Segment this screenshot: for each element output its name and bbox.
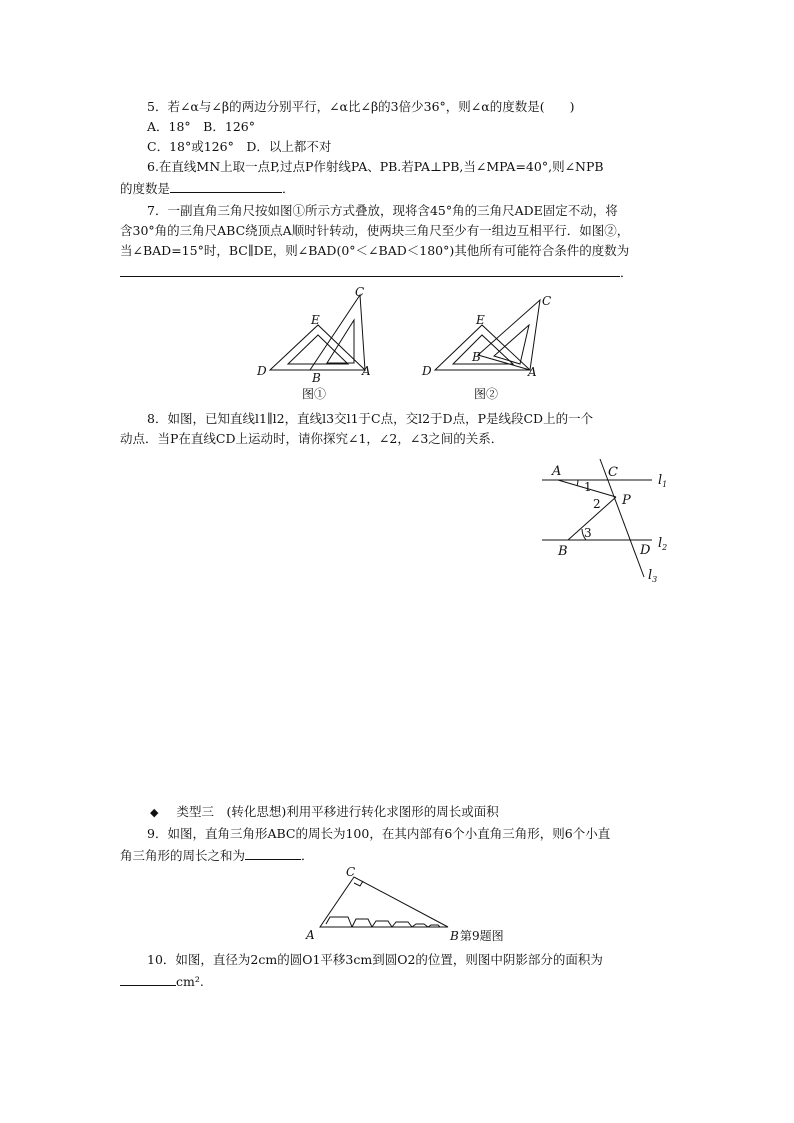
fig1-caption: 图① (302, 387, 327, 401)
fig2-label-d: D (422, 364, 432, 378)
section-3-header (150, 803, 710, 822)
q10-line2 (120, 973, 680, 991)
figure-2 (435, 300, 540, 370)
fig8-label-l2: $l_2$ (658, 536, 668, 552)
q10-line1: 10．如图，直径为2cm的圆O1平移3cm到圆O2的位置，则图中阴影部分的面积为 (147, 952, 603, 967)
section-title: 类型三 (转化思想)利用平移进行转化求图形的周长或面积 (176, 804, 499, 819)
q6-line2 (120, 180, 680, 198)
q7-line3: 当∠BAD=15°时，BC∥DE，则∠BAD(0°＜∠BAD＜180°)其他所有可能符合条件的度数为 (120, 243, 630, 258)
q6-prefix: 的度数是 (120, 181, 171, 196)
fig8-angle-2: 2 (593, 497, 601, 511)
fig2-label-e: E (476, 313, 485, 327)
fig2-label-c: C (542, 294, 552, 308)
section-bullet: ◆ (150, 806, 159, 819)
triangle-abc (320, 877, 448, 927)
fig8-angle-3: 3 (584, 526, 592, 540)
fig8-label-l3: $l_3$ (648, 568, 658, 584)
q7-line4 (120, 264, 680, 282)
fig1-label-c: C (355, 285, 365, 299)
q6-answer-blank[interactable] (170, 180, 282, 193)
q6-line1: 6.在直线MN上取一点P,过点P作射线PA、PB.若PA⊥PB,当∠MPA=40°,则∠NPB (147, 159, 604, 174)
q7-figure (250, 285, 570, 405)
fig9-label-c: C (346, 865, 356, 879)
q9-line1: 9．如图，直角三角形ABC的周长为100，在其内部有6个小直角三角形，则6个小直 (147, 826, 611, 841)
q9-prefix: 角三角形的周长之和为 (120, 848, 246, 863)
fig1-label-a: A (362, 364, 371, 378)
fig1-label-b: B (312, 371, 321, 385)
q9-answer-blank[interactable] (245, 847, 301, 860)
q7-suffix: ． (620, 265, 633, 280)
fig1-label-e: E (311, 313, 320, 327)
line-l3 (600, 459, 644, 577)
fig2-caption: 图② (474, 387, 499, 401)
q8-line1: 8．如图，已知直线l1∥l2，直线l3交l1于C点，交l2于D点，P是线段CD上的一个 (147, 411, 594, 426)
fig2-label-a: A (528, 365, 537, 379)
segment-bp (568, 497, 616, 540)
q5-options-cd: C．18°或126° D．以上都不对 (147, 139, 332, 154)
q9-suffix: ． (301, 848, 314, 863)
fig8-label-l1: $l_1$ (658, 473, 668, 489)
fig8-label-p: P (622, 493, 631, 508)
figure-1 (270, 295, 365, 370)
fig9-caption: 第9题图 (460, 929, 504, 943)
q8-line2: 动点．当P在直线CD上运动时，请你探究∠1，∠2，∠3之间的关系． (120, 431, 504, 446)
fig8-angle-1: 1 (584, 480, 592, 494)
q7-line1: 7．一副直角三角尺按如图①所示方式叠放，现将含45°角的三角尺ADE固定不动，将 (147, 203, 618, 218)
q9-figure (300, 862, 530, 950)
q7-answer-blank[interactable] (120, 264, 620, 277)
q10-answer-blank[interactable] (120, 973, 176, 986)
fig8-label-c: C (608, 465, 618, 480)
fig9-label-a: A (306, 928, 315, 942)
fig8-label-b: B (558, 544, 568, 559)
fig1-label-d: D (257, 364, 267, 378)
fig9-label-b: B (450, 929, 459, 943)
fig2-label-b: B (472, 350, 481, 364)
q7-line2: 含30°角的三角尺ABC绕顶点A顺时针转动，使两块三角尺至少有一组边互相平行．如图②， (120, 223, 630, 238)
q6-suffix: ． (282, 181, 295, 196)
q10-unit: cm². (176, 974, 204, 989)
q5-stem: 5．若∠α与∠β的两边分别平行，∠α比∠β的3倍少36°，则∠α的度数是( ) (147, 99, 575, 114)
fig8-label-a: A (552, 464, 562, 479)
q8-figure (538, 455, 678, 590)
fig8-label-d: D (640, 543, 651, 558)
q5-options-ab: A．18° B．126° (147, 119, 255, 134)
